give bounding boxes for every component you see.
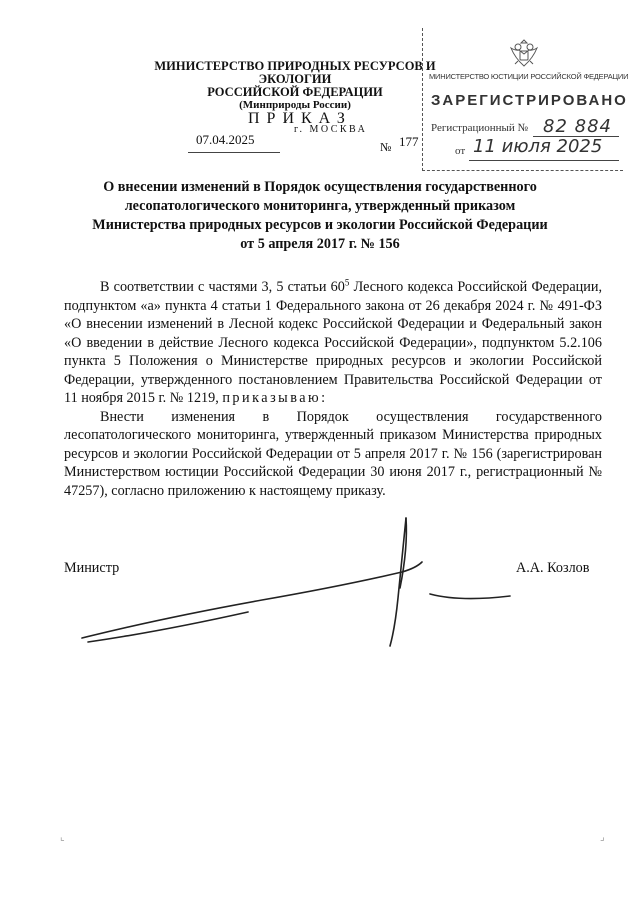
ministry-header	[150, 60, 440, 112]
article-superscript: 5	[344, 277, 350, 288]
scan-corner-mark-right: ⌟	[600, 832, 605, 843]
paragraph-amendment: Внести изменения в Порядок осуществления государственного лесопатологического мониторинга, утвержденный приказом Министерства природных ресурсов и экологии Российской Федерации от 5 апреля 2017 г. № 156 (зарегистрирован Министерством юстиции Российской Федерации 30 июня 2017 г., регистрационный № 47257), согласно приложению к настоящему приказу.	[64, 408, 602, 499]
paragraph-basis-start: В соответствии с частями 3, 5 статьи 60	[100, 279, 345, 295]
document-title	[70, 178, 570, 254]
order-number-sign: №	[380, 140, 392, 154]
reg-date-value: 11 июля 2025	[473, 136, 603, 157]
document-body	[64, 278, 602, 500]
stamp-status: ЗАРЕГИСТРИРОВАНО	[431, 92, 628, 109]
reg-date-underline	[469, 160, 619, 161]
stamp-organization: МИНИСТЕРСТВО ЮСТИЦИИ РОССИЙСКОЙ ФЕДЕРАЦИИ	[429, 72, 629, 81]
title-line1: О внесении изменений в Порядок осуществления государственного	[103, 179, 537, 195]
title-line2: лесопатологического мониторинга, утвержденный приказом	[124, 198, 516, 214]
ministry-name-line2: РОССИЙСКОЙ ФЕДЕРАЦИИ	[207, 85, 383, 99]
order-date: 07.04.2025	[196, 132, 255, 147]
ministry-name-line1: МИНИСТЕРСТВО ПРИРОДНЫХ РЕСУРСОВ И ЭКОЛОГИИ	[154, 59, 436, 86]
coat-of-arms-icon	[507, 36, 541, 70]
paragraph-basis	[64, 278, 602, 408]
reg-date-label: от	[455, 145, 466, 157]
document-type: ПРИКАЗ	[248, 110, 352, 127]
reg-number-label: Регистрационный №	[431, 122, 529, 134]
ministry-short-name: (Минприроды России)	[239, 99, 351, 111]
registration-stamp	[422, 28, 629, 171]
title-line3: Министерства природных ресурсов и экологии Российской Федерации	[92, 217, 548, 233]
date-underline	[188, 152, 280, 153]
reg-number-value: 82 884	[543, 116, 612, 137]
order-number: 177	[399, 134, 419, 149]
order-word: приказываю:	[222, 390, 328, 406]
order-city: г. МОСКВА	[294, 124, 368, 135]
scan-corner-mark-left: ⌞	[60, 832, 65, 843]
paragraph-basis-rest: Лесного кодекса Российской Федерации, подпунктом «а» пункта 4 статьи 1 Федерального закона от 26 декабря 2024 г. № 491-ФЗ «О внесении изменений в Лесной кодекс Российской Федерации и Федеральный закон «О введении в действие Лесного кодекса Российской Федерации», подпунктом 5.2.106 пункта 5 Положения о Министерстве природных ресурсов и экологии Российской Федерации, утвержденного постановлением Правительства Российской Федерации от 11 ноября 2015 г. № 1219,	[64, 279, 602, 406]
handwritten-signature	[70, 510, 550, 660]
signatory-name: А.А. Козлов	[516, 560, 590, 576]
signatory-role: Министр	[64, 560, 120, 576]
title-line4: от 5 апреля 2017 г. № 156	[240, 236, 400, 252]
